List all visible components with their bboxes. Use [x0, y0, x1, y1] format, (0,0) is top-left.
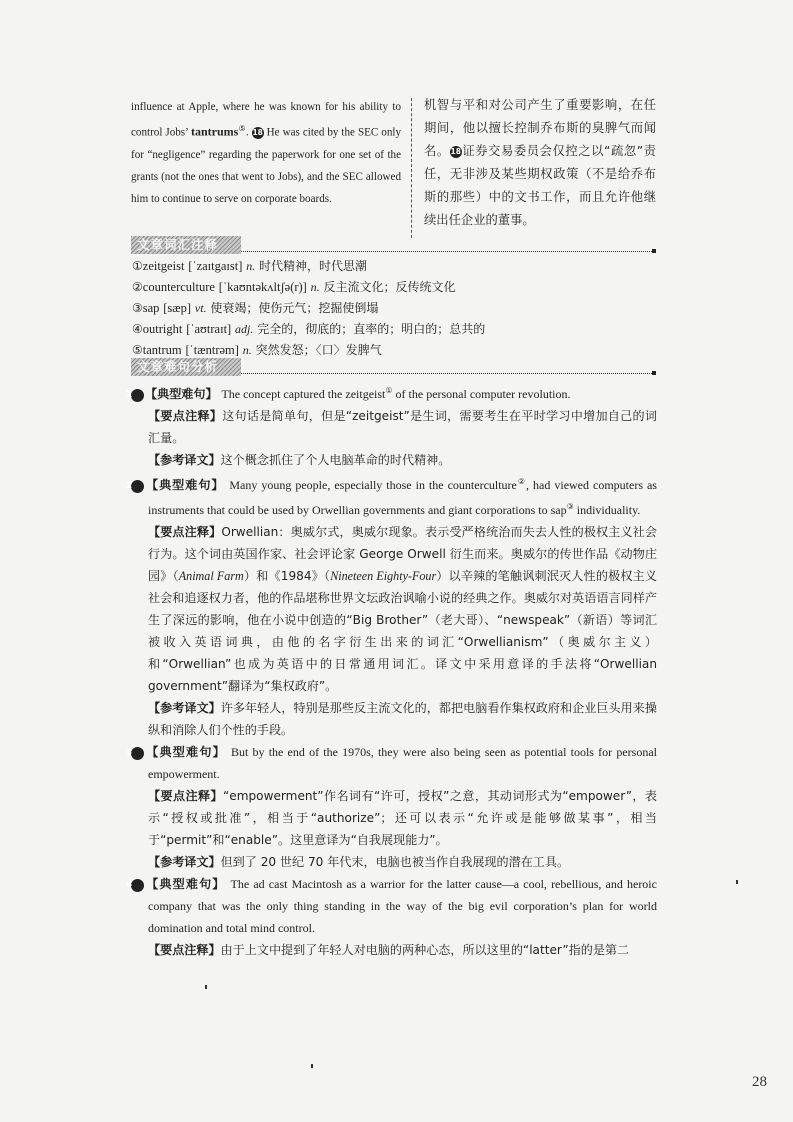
reference-translation — [131, 697, 657, 741]
vocab-def: 使衰竭；使伤元气；挖掘使倒塌 — [210, 301, 379, 315]
vocab-pos: n. — [246, 259, 256, 273]
analysis-list — [125, 380, 657, 961]
vocab-word: outright — [142, 322, 183, 336]
note-text: ）和《1984》（ — [243, 569, 331, 584]
chinese-text: 机智与平和对公司产生了重要影响，在任期间，他以擅长控制乔布斯的臭脾气而闻名。 — [424, 98, 656, 158]
note-text: Orwellian：奥威尔式，奥威尔现象。表示受严格统治而失去人性的极权主义社会行为。这个词由英国作家、社会评论家 George Orwell 衍生而来。奥威尔的传世作品《动物庄园》（ — [148, 525, 657, 584]
tag-label: 【典型难句】 — [145, 877, 226, 892]
footnote-ref: ③ — [566, 502, 574, 512]
difficult-sentence — [125, 380, 657, 405]
tag-label: 【参考译文】 — [148, 701, 221, 716]
tag-label: 【要点注释】 — [148, 525, 222, 540]
footnote-ref: ⑤ — [238, 124, 246, 133]
tag-label: 【参考译文】 — [148, 855, 221, 870]
english-text-punct: . — [245, 126, 249, 139]
item-number: 4 — [131, 879, 144, 892]
item-number: 3 — [131, 747, 144, 760]
vocab-num: ① — [132, 259, 143, 273]
vocab-def: 突然发怒；〈口〉发脾气 — [255, 343, 382, 357]
vocab-item — [132, 256, 657, 277]
vocab-num: ④ — [132, 322, 143, 336]
section-title: 文章难句分析 — [131, 358, 241, 376]
vocab-pos: adj. — [235, 322, 254, 336]
key-note — [131, 405, 657, 449]
tag-label: 【要点注释】 — [148, 409, 223, 424]
divider-end-mark — [652, 249, 656, 253]
analysis-item — [125, 380, 657, 471]
vocab-ipa: [ˈaʊtraɪt] — [186, 322, 232, 336]
page-number: 28 — [752, 1074, 767, 1090]
difficult-sentence — [125, 873, 657, 939]
vocab-section-header — [131, 236, 656, 254]
vocab-pos: n. — [242, 343, 252, 357]
sentence-text: individuality. — [573, 503, 641, 518]
vocab-ipa: [sæp] — [163, 301, 192, 315]
sentence-marker: 18 — [450, 147, 461, 156]
vocab-num: ③ — [132, 301, 143, 315]
section-title: 文章词汇注释 — [131, 236, 241, 254]
tag-label: 【典型难句】 — [145, 478, 225, 493]
vocab-ipa: [ˈkaʊntəkʌltʃə(r)] — [218, 280, 307, 294]
difficult-sentence — [125, 741, 657, 785]
vocab-pos: vt. — [194, 301, 207, 315]
vocab-item — [132, 319, 657, 340]
reference-translation — [131, 449, 657, 471]
vocab-item — [132, 298, 657, 319]
english-paragraph — [131, 96, 401, 210]
chinese-paragraph — [424, 94, 656, 232]
tag-label: 【典型难句】 — [145, 387, 218, 402]
vocab-def: 时代精神，时代思潮 — [259, 259, 368, 273]
note-text: ）以辛辣的笔触讽刺泯灭人性的极权主义社会和追逐权力者，他的作品堪称世界文坛政治讽喻小说的经典之作。奥威尔对英语语言同样产生了深远的影响，他在小说中创造的“Big Brother”（老大哥）、“newspeak”（新语）等词汇被收入英语词典，由他的名字衍生出来的词汇“Orwellianism”（奥威尔主义）和“Orwellian”也成为英语中的日常通用词汇。译文中采用意译的手法将“Orwellian government”翻译为“集权政府”。 — [148, 569, 657, 694]
vocab-list — [132, 256, 657, 361]
vocab-pos: n. — [310, 280, 320, 294]
vocab-item — [132, 277, 657, 298]
vocab-word: zeitgeist — [142, 259, 185, 273]
tag-label: 【要点注释】 — [148, 789, 224, 804]
analysis-item — [125, 471, 657, 741]
translation-text: 这个概念抓住了个人电脑革命的时代精神。 — [220, 453, 451, 468]
sentence-text: The concept captured the zeitgeist — [221, 387, 386, 402]
tag-label: 【参考译文】 — [148, 453, 221, 468]
note-text: “empowerment”作名词有“许可，授权”之意，其动词形式为“empower”，表示“授权或批准”，相当于“authorize”；还可以表示“允许或是能够做某事”，相当于“permit”和“enable”。这里意译为“自我展现能力”。 — [148, 789, 657, 848]
divider — [241, 373, 652, 374]
footnote-ref: ① — [385, 386, 393, 395]
vocab-def: 反主流文化；反传统文化 — [323, 280, 456, 294]
translation-text: 许多年轻人，特别是那些反主流文化的，都把电脑看作集权政府和企业巨头用来操纵和消除人们个性的手段。 — [148, 701, 657, 738]
translation-text: 但到了 20 世纪 70 年代末，电脑也被当作自我展现的潜在工具。 — [220, 855, 570, 870]
vocab-word-tantrums: tantrums — [190, 124, 239, 139]
note-text: 由于上文中提到了年轻人对电脑的两种心态，所以这里的“latter”指的是第二 — [220, 943, 630, 958]
key-note — [131, 939, 657, 961]
vocab-word: sap — [142, 301, 160, 315]
english-text: influence at Apple, where he was known for his ability to control Jobs’ — [131, 101, 401, 139]
item-number: 2 — [131, 480, 144, 493]
vocab-word: tantrum — [142, 343, 182, 357]
sentence-text: , had viewed computers as instruments that could be used by Orwellian governments and giant corporations to sap — [148, 478, 657, 518]
book-title: Nineteen Eighty-Four — [330, 569, 437, 584]
key-note — [131, 521, 657, 697]
column-divider — [411, 98, 412, 238]
vocab-def: 完全的，彻底的；直率的；明白的；总共的 — [257, 322, 486, 336]
footnote-ref: ② — [516, 477, 527, 487]
scan-speck — [736, 880, 738, 884]
key-note — [131, 785, 657, 851]
analysis-item — [125, 741, 657, 873]
sentence-text: But by the end of the 1970s, they were also being seen as potential tools for personal empowerment. — [148, 745, 657, 782]
sentence-text: of the personal computer revolution. — [392, 387, 571, 402]
analysis-section-header — [131, 358, 656, 376]
divider — [241, 251, 652, 252]
tag-label: 【典型难句】 — [145, 745, 226, 760]
english-text: He was cited by the SEC only for “negligence” regarding the paperwork for one set of the grants (not the ones that went to Jobs), and the SEC allowed him to continue to serve on corporate boards. — [131, 126, 402, 205]
chinese-text: 证券交易委员会仅控之以“疏忽”责任，无非涉及某些期权政策（不是给乔布斯的那些）中的文书工作，而且允许他继续出任企业的董事。 — [424, 144, 656, 227]
vocab-word: counterculture — [142, 280, 215, 294]
sentence-text: The ad cast Macintosh as a warrior for the latter cause—a cool, rebellious, and heroic company that was the only thing standing in the way of the big evil corporation’s plan for world domination and total mind control. — [148, 877, 657, 936]
analysis-item — [125, 873, 657, 961]
difficult-sentence — [125, 471, 657, 521]
sentence-text: Many young people, especially those in the counterculture — [229, 478, 517, 493]
scan-speck — [205, 985, 207, 989]
vocab-num: ⑤ — [132, 343, 143, 357]
sentence-marker: 18 — [252, 127, 263, 137]
vocab-ipa: [ˈzaɪtgaɪst] — [188, 259, 243, 273]
divider-end-mark — [652, 371, 656, 375]
reference-translation — [131, 851, 657, 873]
vocab-ipa: [ˈtæntrəm] — [185, 343, 239, 357]
scan-speck — [311, 1064, 313, 1068]
item-number: 1 — [131, 389, 144, 402]
tag-label: 【要点注释】 — [148, 943, 221, 958]
note-text: 这句话是简单句，但是“zeitgeist”是生词，需要考生在平时学习中增加自己的词汇量。 — [148, 409, 657, 446]
vocab-num: ② — [132, 280, 143, 294]
book-title: Animal Farm — [178, 569, 244, 584]
